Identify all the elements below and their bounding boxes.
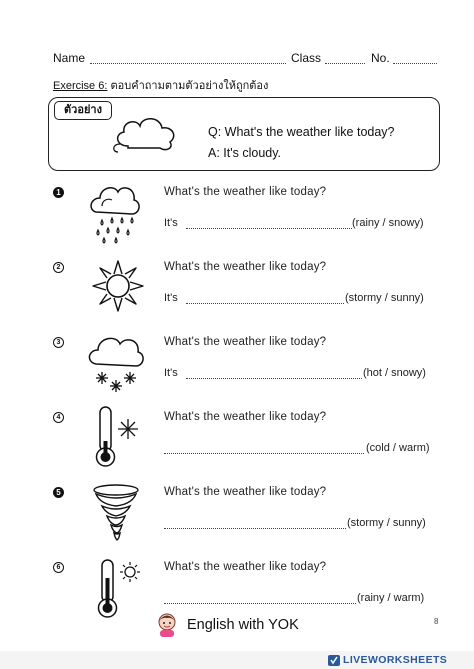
item-prefix: It's [164, 367, 178, 379]
liveworksheets-icon [328, 655, 340, 666]
item-prefix: It's [164, 217, 178, 229]
item-question: What's the weather like today? [164, 336, 327, 348]
exercise-title: Exercise 6: [53, 80, 108, 92]
answer-field[interactable] [164, 528, 346, 529]
name-field[interactable] [90, 63, 286, 64]
class-label: Class [291, 51, 322, 65]
item-options: (cold / warm) [366, 442, 430, 454]
tornado-icon [90, 482, 142, 544]
item-number: 5 [53, 487, 64, 498]
rain-cloud-icon [88, 180, 140, 246]
brand-name: English with YOK [187, 617, 299, 633]
mascot-icon [156, 612, 178, 638]
answer-field[interactable] [186, 228, 352, 229]
item-options: (stormy / sunny) [347, 517, 426, 529]
number-label: No. [371, 51, 390, 65]
item-number: 3 [53, 337, 64, 348]
cold-thermometer-icon [92, 405, 142, 469]
liveworksheets-text: LIVEWORKSHEETS [343, 654, 448, 666]
item-question: What's the weather like today? [164, 261, 327, 273]
item-options: (rainy / warm) [357, 592, 425, 604]
item-number: 6 [53, 562, 64, 573]
snow-cloud-icon [86, 330, 146, 396]
sun-icon [90, 258, 146, 314]
name-label: Name [53, 51, 86, 65]
example-answer: A: It's cloudy. [208, 146, 282, 160]
answer-field[interactable] [164, 603, 356, 604]
answer-field[interactable] [186, 303, 344, 304]
item-question: What's the weather like today? [164, 411, 327, 423]
exercise-heading [53, 76, 268, 94]
item-options: (hot / snowy) [363, 367, 426, 379]
example-badge: ตัวอย่าง [54, 101, 112, 120]
page-number: 8 [434, 617, 439, 626]
item-question: What's the weather like today? [164, 486, 327, 498]
item-number: 1 [53, 187, 64, 198]
item-options: (stormy / sunny) [345, 292, 424, 304]
item-number: 2 [53, 262, 64, 273]
item-prefix: It's [164, 292, 178, 304]
answer-field[interactable] [186, 378, 362, 379]
item-options: (rainy / snowy) [352, 217, 424, 229]
item-number: 4 [53, 412, 64, 423]
example-question: Q: What's the weather like today? [208, 125, 395, 139]
exercise-instruction: ตอบคำถามตามตัวอย่างให้ถูกต้อง [110, 80, 269, 92]
cloud-icon [108, 110, 184, 156]
class-field[interactable] [325, 63, 365, 64]
item-question: What's the weather like today? [164, 186, 327, 198]
item-question: What's the weather like today? [164, 561, 327, 573]
answer-field[interactable] [164, 453, 364, 454]
warm-thermometer-icon [94, 556, 144, 620]
number-field[interactable] [393, 63, 437, 64]
